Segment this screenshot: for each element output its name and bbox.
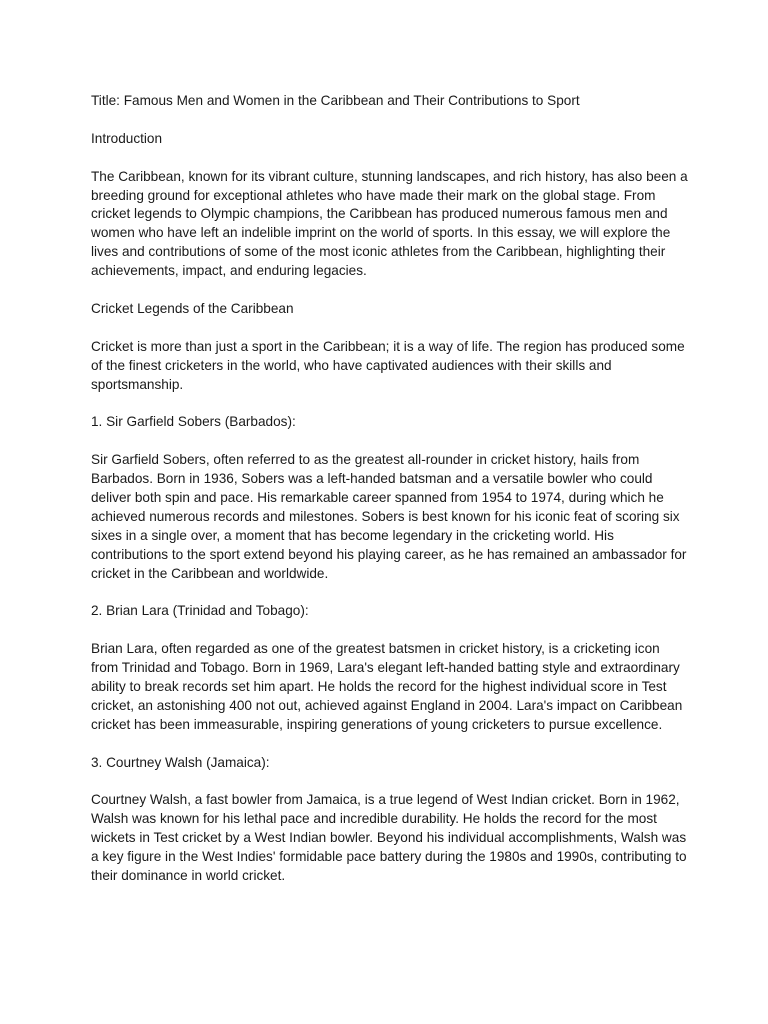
section-paragraph-sobers: Sir Garfield Sobers, often referred to as the greatest all-rounder in cricket history, hails from Barbados. Born in 1936, Sobers was a left-handed batsman and a versatile bowler who could deliver both spin and pace. His remarkable career spanned from 1954 to 1974, during which he achieved numerous records and milestones. Sobers is best known for his iconic feat of scoring six sixes in a single over, a moment that has become legendary in the cricketing world. His contributions to the sport extend beyond his playing career, as he has remained an ambassador for cricket in the Caribbean and worldwide. bbox=[91, 452, 687, 581]
section-paragraph-lara: Brian Lara, often regarded as one of the greatest batsmen in cricket history, is a cricketing icon from Trinidad and Tobago. Born in 1969, Lara's elegant left-handed batting style and extraordinary ability to break records set him apart. He holds the record for the highest individual score in Test cricket, an astonishing 400 not out, achieved against England in 2004. Lara's impact on Caribbean cricket has been immeasurable, inspiring generations of young cricketers to pursue excellence. bbox=[91, 641, 683, 732]
section-heading-sobers: 1. Sir Garfield Sobers (Barbados): bbox=[91, 414, 296, 430]
section-heading-walsh: 3. Courtney Walsh (Jamaica): bbox=[91, 754, 270, 770]
section-heading-lara: 2. Brian Lara (Trinidad and Tobago): bbox=[91, 603, 309, 619]
document-title: Title: Famous Men and Women in the Caribbean and Their Contributions to Sport bbox=[91, 93, 580, 108]
cricket-paragraph: Cricket is more than just a sport in the Caribbean; it is a way of life. The region has produced some of the finest cricketers in the world, who have captivated audiences with their skills and sportsmanship. bbox=[91, 338, 685, 392]
introduction-heading: Introduction bbox=[91, 130, 163, 146]
introduction-paragraph: The Caribbean, known for its vibrant culture, stunning landscapes, and rich history, has also been a breeding ground for exceptional athletes who have made their mark on the global stage. From cricket legends to Olympic champions, the Caribbean has produced numerous famous men and women who have left an indelible imprint on the world of sports. In this essay, we will explore the lives and contributions of some of the most iconic athletes from the Caribbean, highlighting their achievements, impact, and enduring legacies. bbox=[91, 168, 688, 279]
cricket-heading: Cricket Legends of the Caribbean bbox=[91, 300, 294, 316]
section-paragraph-walsh: Courtney Walsh, a fast bowler from Jamaica, is a true legend of West Indian cricket. Born in 1962, Walsh was known for his lethal pace and incredible durability. He holds the record for the most wickets in Test cricket by a West Indian bowler. Beyond his individual accomplishments, Walsh was a key figure in the West Indies' formidable pace battery during the 1980s and 1990s, contributing to their dominance in world cricket. bbox=[91, 792, 687, 883]
